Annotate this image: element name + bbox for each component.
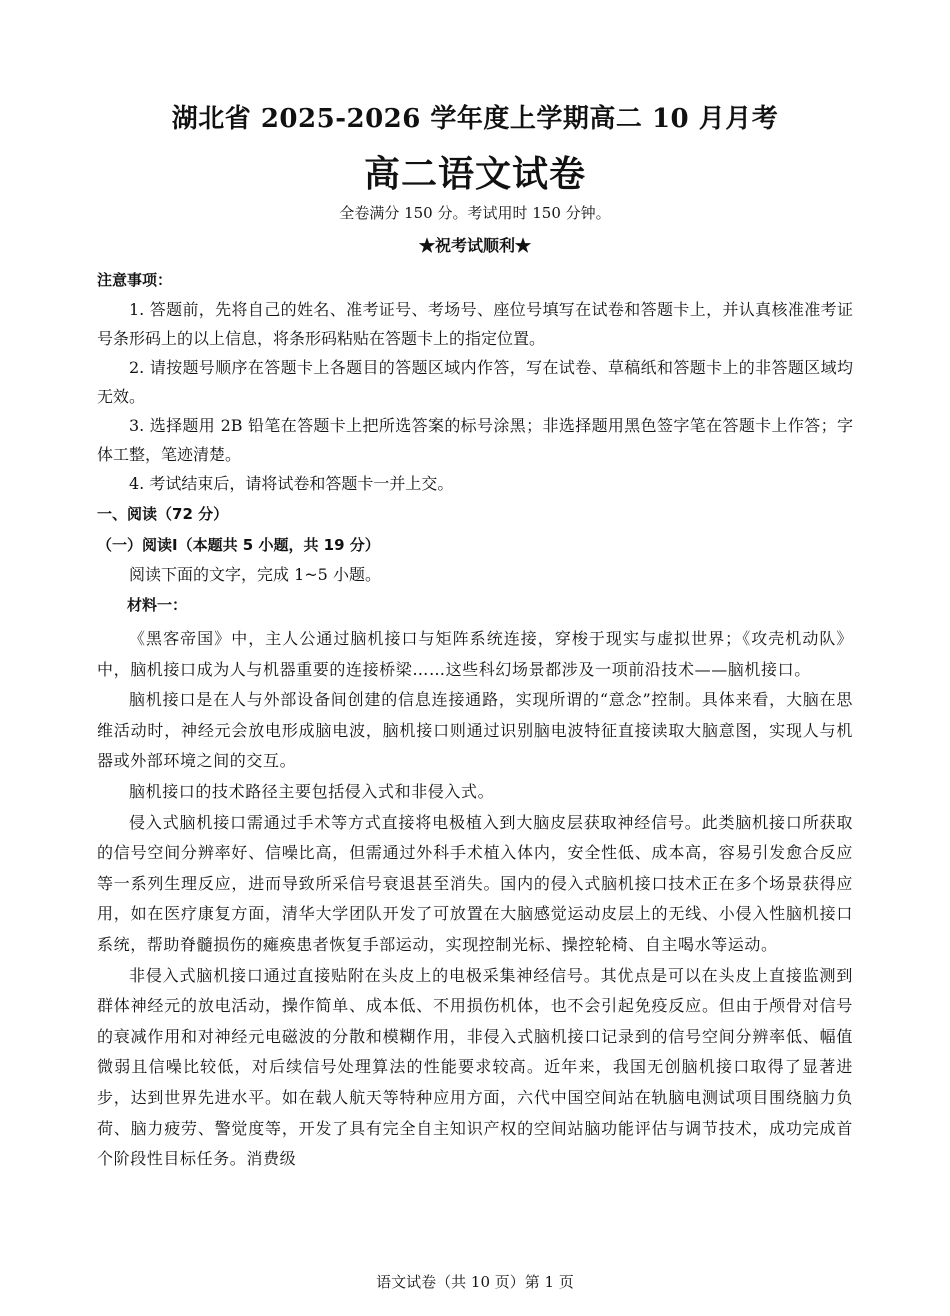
blessing-line: ★祝考试顺利★ — [418, 236, 531, 255]
exam-info: 全卷满分 150 分。考试用时 150 分钟。 — [339, 204, 611, 222]
passage-paragraph: 《黑客帝国》中，主人公通过脑机接口与矩阵系统连接，穿梭于现实与虚拟世界；《攻壳机动队》中，脑机接口成为人与机器重要的连接桥梁……这些科幻场景都涉及一项前沿技术——脑机接口。 — [97, 629, 853, 679]
notice-item: 1. 答题前，先将自己的姓名、准考证号、考场号、座位号填写在试卷和答题卡上，并认真核准准考证号条形码上的以上信息，将条形码粘贴在答题卡上的指定位置。 — [97, 300, 853, 348]
notice-heading: 注意事项： — [97, 271, 173, 289]
exam-content — [97, 266, 853, 1175]
passage-paragraph: 脑机接口的技术路径主要包括侵入式和非侵入式。 — [129, 781, 495, 801]
exam-title: 高二语文试卷 — [363, 153, 586, 195]
material-label: 材料一： — [127, 596, 188, 614]
reading-instruction: 阅读下面的文字，完成 1~5 小题。 — [129, 565, 381, 584]
page-footer: 语文试卷（共 10 页）第 1 页 — [376, 1273, 574, 1291]
passage-paragraph: 脑机接口是在人与外部设备间创建的信息连接通路，实现所谓的“意念”控制。具体来看，大脑在思维活动时，神经元会放电形成脑电波，脑机接口则通过识别脑电波特征直接读取大脑意图，实现人与机器或外部环境之间的交互。 — [97, 690, 853, 771]
reading-passage — [97, 624, 853, 1175]
notice-item: 4. 考试结束后，请将试卷和答题卡一并上交。 — [129, 474, 454, 493]
notice-item: 2. 请按题号顺序在答题卡上各题目的答题区域内作答，写在试卷、草稿纸和答题卡上的非答题区域均无效。 — [97, 358, 853, 406]
passage-paragraph: 非侵入式脑机接口通过直接贴附在头皮上的电极采集神经信号。其优点是可以在头皮上直接监测到群体神经元的放电活动，操作简单、成本低、不用损伤机体，也不会引起免疫反应。但由于颅骨对信号的衰减作用和对神经元电磁波的分散和模糊作用，非侵入式脑机接口记录到的信号空间分辨率低、幅值微弱且信噪比较低，对后续信号处理算法的性能要求较高。近年来，我国无创脑机接口取得了显著进步，达到世界先进水平。如在载人航天等特种应用方面，六代中国空间站在轨脑电测试项目围绕脑力负荷、脑力疲劳、警觉度等，开发了具有完全自主知识产权的空间站脑功能评估与调节技术，成功完成首个阶段性目标任务。消费级 — [97, 965, 853, 1169]
exam-name: 湖北省 2025-2026 学年度上学期高二 10 月月考 — [171, 104, 779, 134]
sub-section-heading: （一）阅读Ⅰ（本题共 5 小题，共 19 分） — [97, 536, 380, 554]
passage-paragraph: 侵入式脑机接口需通过手术等方式直接将电极植入到大脑皮层获取神经信号。此类脑机接口所获取的信号空间分辨率好、信噪比高，但需通过外科手术植入体内，安全性低、成本高，容易引发愈合反应等一系列生理反应，进而导致所采信号衰退甚至消失。国内的侵入式脑机接口技术正在多个场景获得应用，如在医疗康复方面，清华大学团队开发了可放置在大脑感觉运动皮层上的无线、小侵入性脑机接口系统，帮助脊髓损伤的瘫痪患者恢复手部运动，实现控制光标、操控轮椅、自主喝水等运动。 — [97, 812, 853, 954]
notice-item: 3. 选择题用 2B 铅笔在答题卡上把所选答案的标号涂黑；非选择题用黑色签字笔在答题卡上作答；字体工整，笔迹清楚。 — [97, 416, 853, 464]
section-heading: 一、阅读（72 分） — [97, 505, 229, 523]
